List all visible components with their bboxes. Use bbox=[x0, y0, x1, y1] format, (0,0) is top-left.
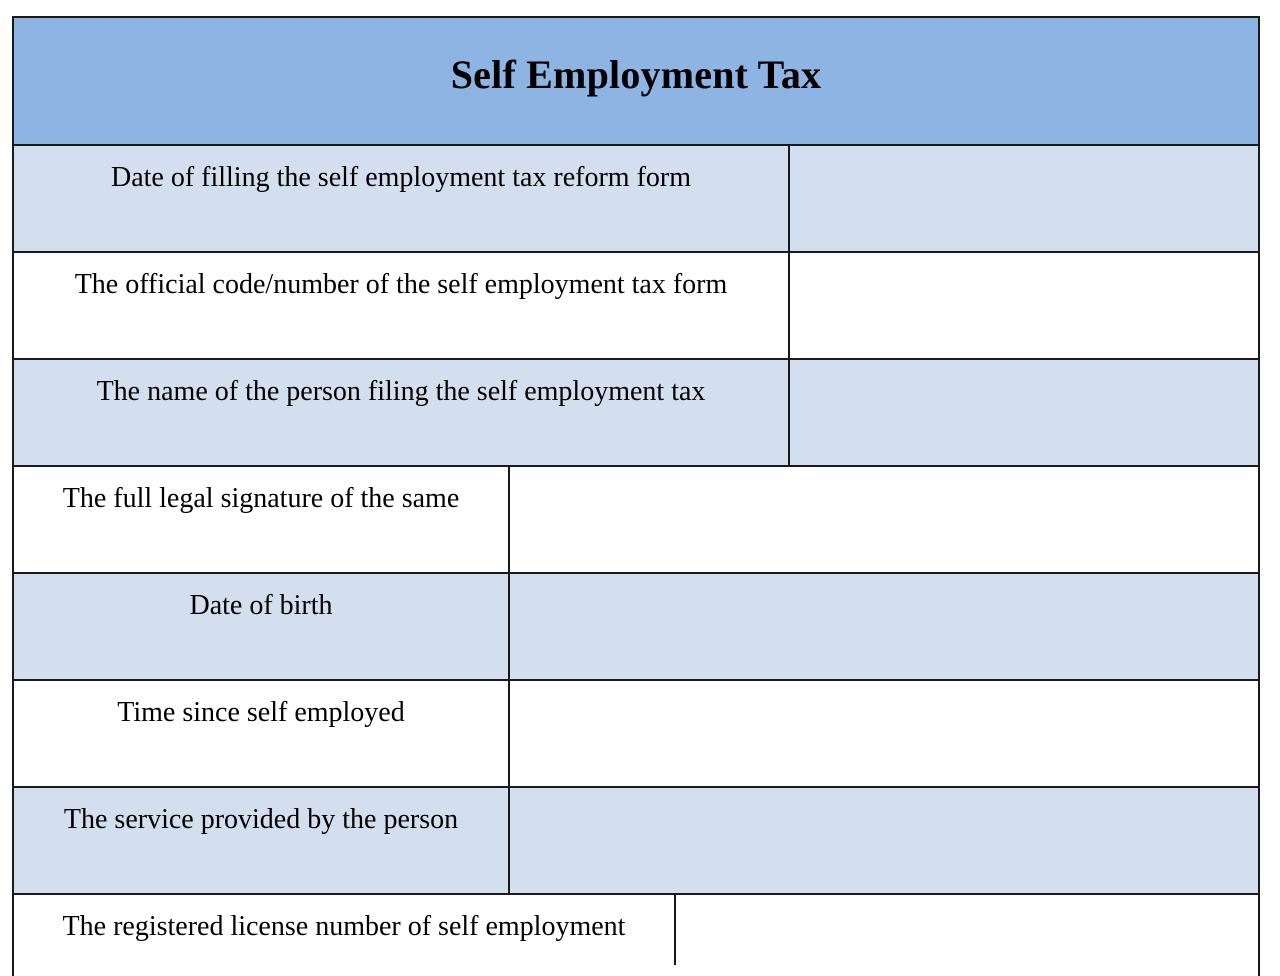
field-label-time-self-employed: Time since self employed bbox=[14, 681, 510, 786]
field-value-form-code[interactable] bbox=[790, 253, 1258, 358]
field-label-filing-date: Date of filling the self employment tax reform form bbox=[14, 146, 790, 251]
field-label-date-of-birth: Date of birth bbox=[14, 574, 510, 679]
form-row-date-of-birth bbox=[14, 574, 1258, 681]
field-value-signature[interactable] bbox=[510, 467, 1258, 572]
field-value-time-self-employed[interactable] bbox=[510, 681, 1258, 786]
form-row-signature bbox=[14, 467, 1258, 574]
field-value-service-provided[interactable] bbox=[510, 788, 1258, 893]
form-row-service-provided bbox=[14, 788, 1258, 895]
form-row-filing-date bbox=[14, 146, 1258, 253]
field-label-license-number: The registered license number of self employment bbox=[14, 895, 676, 965]
field-value-license-number[interactable] bbox=[676, 895, 1258, 965]
field-value-filing-date[interactable] bbox=[790, 146, 1258, 251]
form-row-license-number bbox=[14, 895, 1258, 965]
field-label-form-code: The official code/number of the self employment tax form bbox=[14, 253, 790, 358]
field-value-date-of-birth[interactable] bbox=[510, 574, 1258, 679]
form-row-time-self-employed bbox=[14, 681, 1258, 788]
field-label-filer-name: The name of the person filing the self employment tax bbox=[14, 360, 790, 465]
form-row-form-code bbox=[14, 253, 1258, 360]
form-row-filer-name bbox=[14, 360, 1258, 467]
field-value-filer-name[interactable] bbox=[790, 360, 1258, 465]
field-label-service-provided: The service provided by the person bbox=[14, 788, 510, 893]
self-employment-tax-form bbox=[12, 16, 1260, 976]
form-header bbox=[14, 18, 1258, 146]
form-title: Self Employment Tax bbox=[450, 51, 822, 97]
field-label-signature: The full legal signature of the same bbox=[14, 467, 510, 572]
